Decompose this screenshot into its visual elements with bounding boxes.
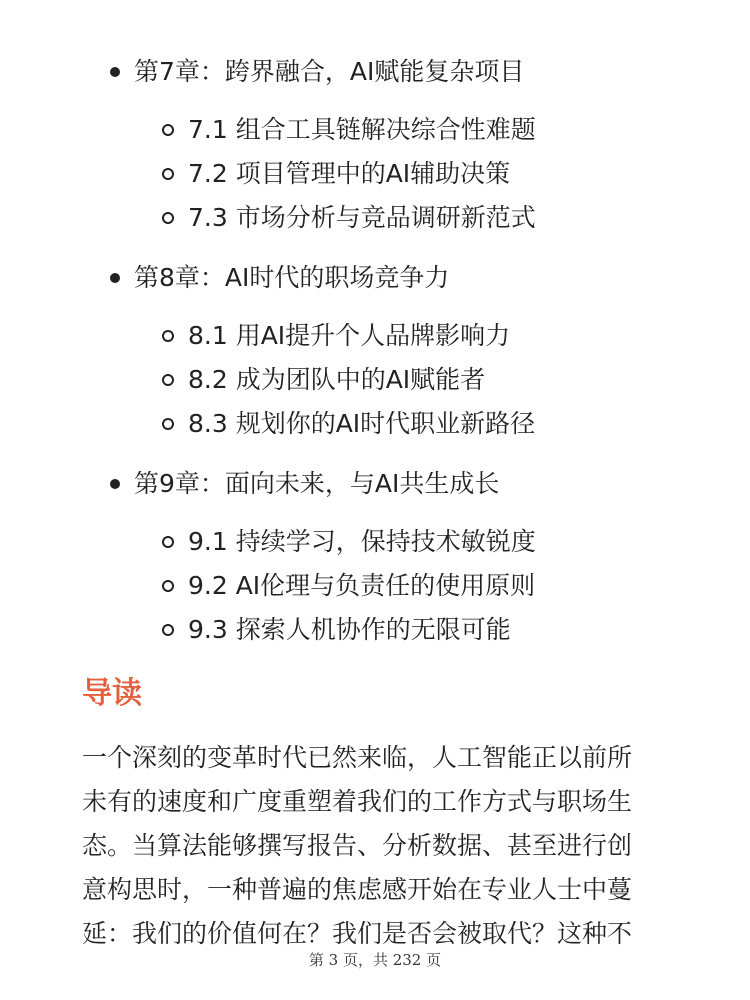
paragraph-line: 延：我们的价值何在？我们是否会被取代？这种不 [82, 919, 633, 948]
bullet-circle-icon [162, 374, 174, 386]
table-of-contents [0, 50, 750, 652]
bullet-dot-icon [110, 479, 120, 489]
list-item [0, 152, 750, 196]
section-title: 8.2 成为团队中的AI赋能者 [188, 365, 486, 394]
chapter-title-row [0, 462, 750, 506]
list-item [0, 402, 750, 446]
paragraph-line: 意构思时，一种普遍的焦虑感开始在专业人士中蔓 [82, 875, 633, 904]
chapter-title-row [0, 50, 750, 94]
bullet-circle-icon [162, 330, 174, 342]
list-item [0, 314, 750, 358]
list-item [0, 608, 750, 652]
section-list [0, 314, 750, 446]
intro-paragraph [82, 736, 672, 956]
bullet-circle-icon [162, 580, 174, 592]
paragraph-line: 未有的速度和广度重塑着我们的工作方式与职场生 [82, 787, 633, 816]
bullet-circle-icon [162, 536, 174, 548]
list-item [0, 196, 750, 240]
toc-chapter-9 [0, 462, 750, 652]
section-list [0, 520, 750, 652]
section-title: 8.3 规划你的AI时代职业新路径 [188, 409, 536, 438]
chapter-title: 第7章：跨界融合，AI赋能复杂项目 [134, 57, 525, 86]
section-title: 8.1 用AI提升个人品牌影响力 [188, 321, 511, 350]
section-title: 7.3 市场分析与竞品调研新范式 [188, 203, 536, 232]
toc-chapter-7 [0, 50, 750, 240]
page-number: 第 3 页，共 232 页 [308, 951, 442, 969]
list-item [0, 358, 750, 402]
bullet-circle-icon [162, 418, 174, 430]
bullet-circle-icon [162, 124, 174, 136]
bullet-dot-icon [110, 67, 120, 77]
section-title: 9.3 探索人机协作的无限可能 [188, 615, 511, 644]
section-title: 9.2 AI伦理与负责任的使用原则 [188, 571, 536, 600]
bullet-dot-icon [110, 273, 120, 283]
list-item [0, 108, 750, 152]
chapter-title-row [0, 256, 750, 300]
bullet-circle-icon [162, 624, 174, 636]
section-title: 7.2 项目管理中的AI辅助决策 [188, 159, 511, 188]
bullet-circle-icon [162, 168, 174, 180]
chapter-title: 第8章：AI时代的职场竞争力 [134, 263, 450, 292]
section-title: 9.1 持续学习，保持技术敏锐度 [188, 527, 536, 556]
paragraph-line: 一个深刻的变革时代已然来临，人工智能正以前所 [82, 743, 633, 772]
list-item [0, 564, 750, 608]
bullet-circle-icon [162, 212, 174, 224]
toc-chapter-8 [0, 256, 750, 446]
section-heading: 导读 [82, 676, 142, 711]
chapter-title: 第9章：面向未来，与AI共生成长 [134, 469, 500, 498]
paragraph-line: 态。当算法能够撰写报告、分析数据、甚至进行创 [82, 831, 633, 860]
section-title: 7.1 组合工具链解决综合性难题 [188, 115, 536, 144]
section-list [0, 108, 750, 240]
list-item [0, 520, 750, 564]
